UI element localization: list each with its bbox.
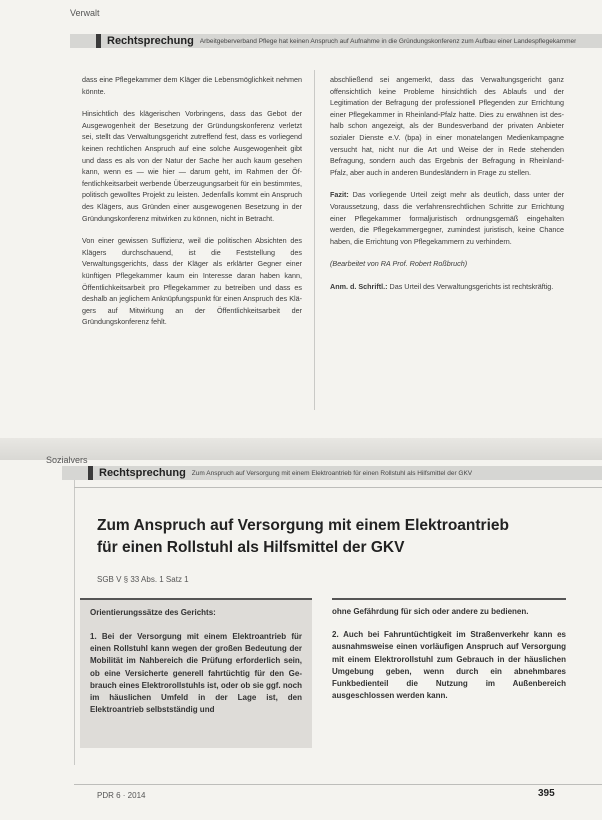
top-right-column: [330, 74, 564, 304]
fazit-label: Fazit:: [330, 190, 349, 200]
section-label-top: Verwalt: [70, 8, 100, 18]
header-rule: [74, 487, 602, 488]
orientation-heading: Orientierungssätze des Gerichts:: [90, 608, 216, 617]
page-number: 395: [538, 788, 555, 799]
paragraph: Von einer gewissen Suffizienz, weil die politischen Absichten des Klägers durchschauend, ist die Feststellung des Verwaltungsgerichts, dass der Kläger als erklärter Gegner einer künftigen Pflegekammer kaum ein Interesse daran haben kann, Öffentlichkeitsarbeit pro Pflegekammer zu betreiben und dass es deshalb an jeglichem Anknüpfungspunkt für einen Anspruch des Klägers auf Mitwirkung an der Öffentlichkeitsarbeit der Gründungskonferenz fehlt.: [82, 236, 302, 327]
journal-issue: PDR 6 · 2014: [97, 791, 146, 800]
fazit-paragraph: [330, 189, 564, 247]
rubric-header-top: [70, 34, 602, 48]
column-divider: [314, 70, 315, 410]
author-credit: (Bearbeitet von RA Prof. Robert Roßbruch): [330, 259, 468, 269]
section-label-bottom: Sozialvers: [46, 455, 88, 465]
rubric-title: Rechtsprechung: [99, 467, 186, 479]
rubric-subtitle: Arbeitgeberverband Pflege hat keinen Anspruch auf Aufnahme in die Gründungskonferenz zum Aufbau einer Landespflegekammer: [199, 37, 577, 45]
fazit-text: Das vorliegende Urteil zeigt mehr als deutlich, dass unter der Voraussetzung, dass die verfahrensrechtlichen Schritte zur Errichtung einer Pflegekammer formaljuristisch ordnungsgemäß eingehalten werden, die Pflegekammergegner, zumindest juristisch, keine Chance haben, die Errichtung von Pflegekammern zu verhindern.: [330, 190, 564, 246]
header-marker: [96, 34, 101, 48]
orientation-box-continued: [332, 598, 566, 702]
rubric-header-bottom: [62, 466, 602, 480]
article-title: [97, 515, 577, 559]
orientation-box: [80, 598, 312, 748]
rubric-subtitle: Zum Anspruch auf Versorgung mit einem Elektroantrieb für einen Rollstuhl als Hilfsmittel der GKV: [191, 469, 473, 477]
page-fold: [0, 438, 602, 460]
orientation-point-2: 2. Auch bei Fahruntüchtigkeit im Straßenverkehr kann es ausnahmsweise einen vorläufigen Anspruch auf Versorgung mit einem Elektrorollstuhl zum Gebrauch in der häuslichen Umgebung geben, wenn durch ein abnehmbares Funkbedienteil die Nutzung im Außenbereich ausgeschlossen werden kann.: [332, 630, 566, 701]
paragraph: dass eine Pflegekammer dem Kläger die Lebensmöglichkeit nehmen könnte.: [82, 75, 302, 96]
top-left-column: [82, 74, 302, 339]
margin-rule: [74, 480, 75, 765]
law-reference: SGB V § 33 Abs. 1 Satz 1: [97, 575, 189, 584]
orientation-continuation: ohne Gefährdung für sich oder andere zu bedienen.: [332, 607, 529, 616]
article-title-line: für einen Rollstuhl als Hilfsmittel der GKV: [97, 539, 405, 556]
annotation-paragraph: [330, 281, 564, 293]
header-marker: [88, 466, 93, 480]
paragraph: Hinsichtlich des klägerischen Vorbringens, dass das Gebot der Ausgewogenheit der Besetzung der Gründungskonferenz verletzt sei, stellt das Verwaltungsgericht zutreffend fest, dass es vorliegend keinen rechtlichen Anspruch auf eine solche Ausgewogenheit gibt und dass es als von der Natur der Sache her auch kaum gesehen kann, wenn es — wie hier — darum geht, im Rahmen der Öffentlichkeitsarbeit werbende Überzeugungsarbeit für ein bestimmtes, politisch gewolltes Projekt zu leisten. Jedenfalls kommt ein Anspruch des Klägers, aus Gründen einer ausgewogenen Besetzung in der Gründungskonferenz mitwirken zu können, nicht in Betracht.: [82, 109, 302, 223]
article-title-line: Zum Anspruch auf Versorgung mit einem Elektroantrieb: [97, 517, 509, 534]
paragraph: abschließend sei angemerkt, dass das Verwaltungsgericht ganz offensichtlich keine Probleme hinsichtlich des Ablaufs und der Legitimation der Befragung der professionell Pflegenden zur Errichtung einer Pflegekammer in Rheinland-Pfalz hatte. Dies zu erwähnen ist deshalb schon angezeigt, als der Bundesverband der privaten Anbieter sozialer Dienste e.V. (bpa) in einer monatelangen Medienkampagne versucht hat, nicht nur die Art und Weise der in Rede stehenden Befragung, sondern auch das Ergebnis der Befragung in Rheinland-Pfalz, aber auch in anderen Bundesländern in Frage zu stellen.: [330, 75, 564, 177]
rubric-title: Rechtsprechung: [107, 35, 194, 47]
orientation-point-1: 1. Bei der Versorgung mit einem Elektroantrieb für einen Rollstuhl kann wegen der großen Bedeutung der Mobilität im Nahbereich die Prüfung erforderlich sein, ob eine Versicherte generell fahrtüchtig für den Gebrauch eines Elektrorollstuhls ist, oder ob sie ggf. noch im häuslichen Umfeld in der Lage ist, den Elektroantrieb selbstständig und: [90, 632, 302, 715]
footer-rule: [74, 784, 602, 785]
annotation-text: Das Urteil des Verwaltungsgerichts ist rechtskräftig.: [389, 281, 554, 291]
annotation-label: Anm. d. Schriftl.:: [330, 281, 388, 291]
